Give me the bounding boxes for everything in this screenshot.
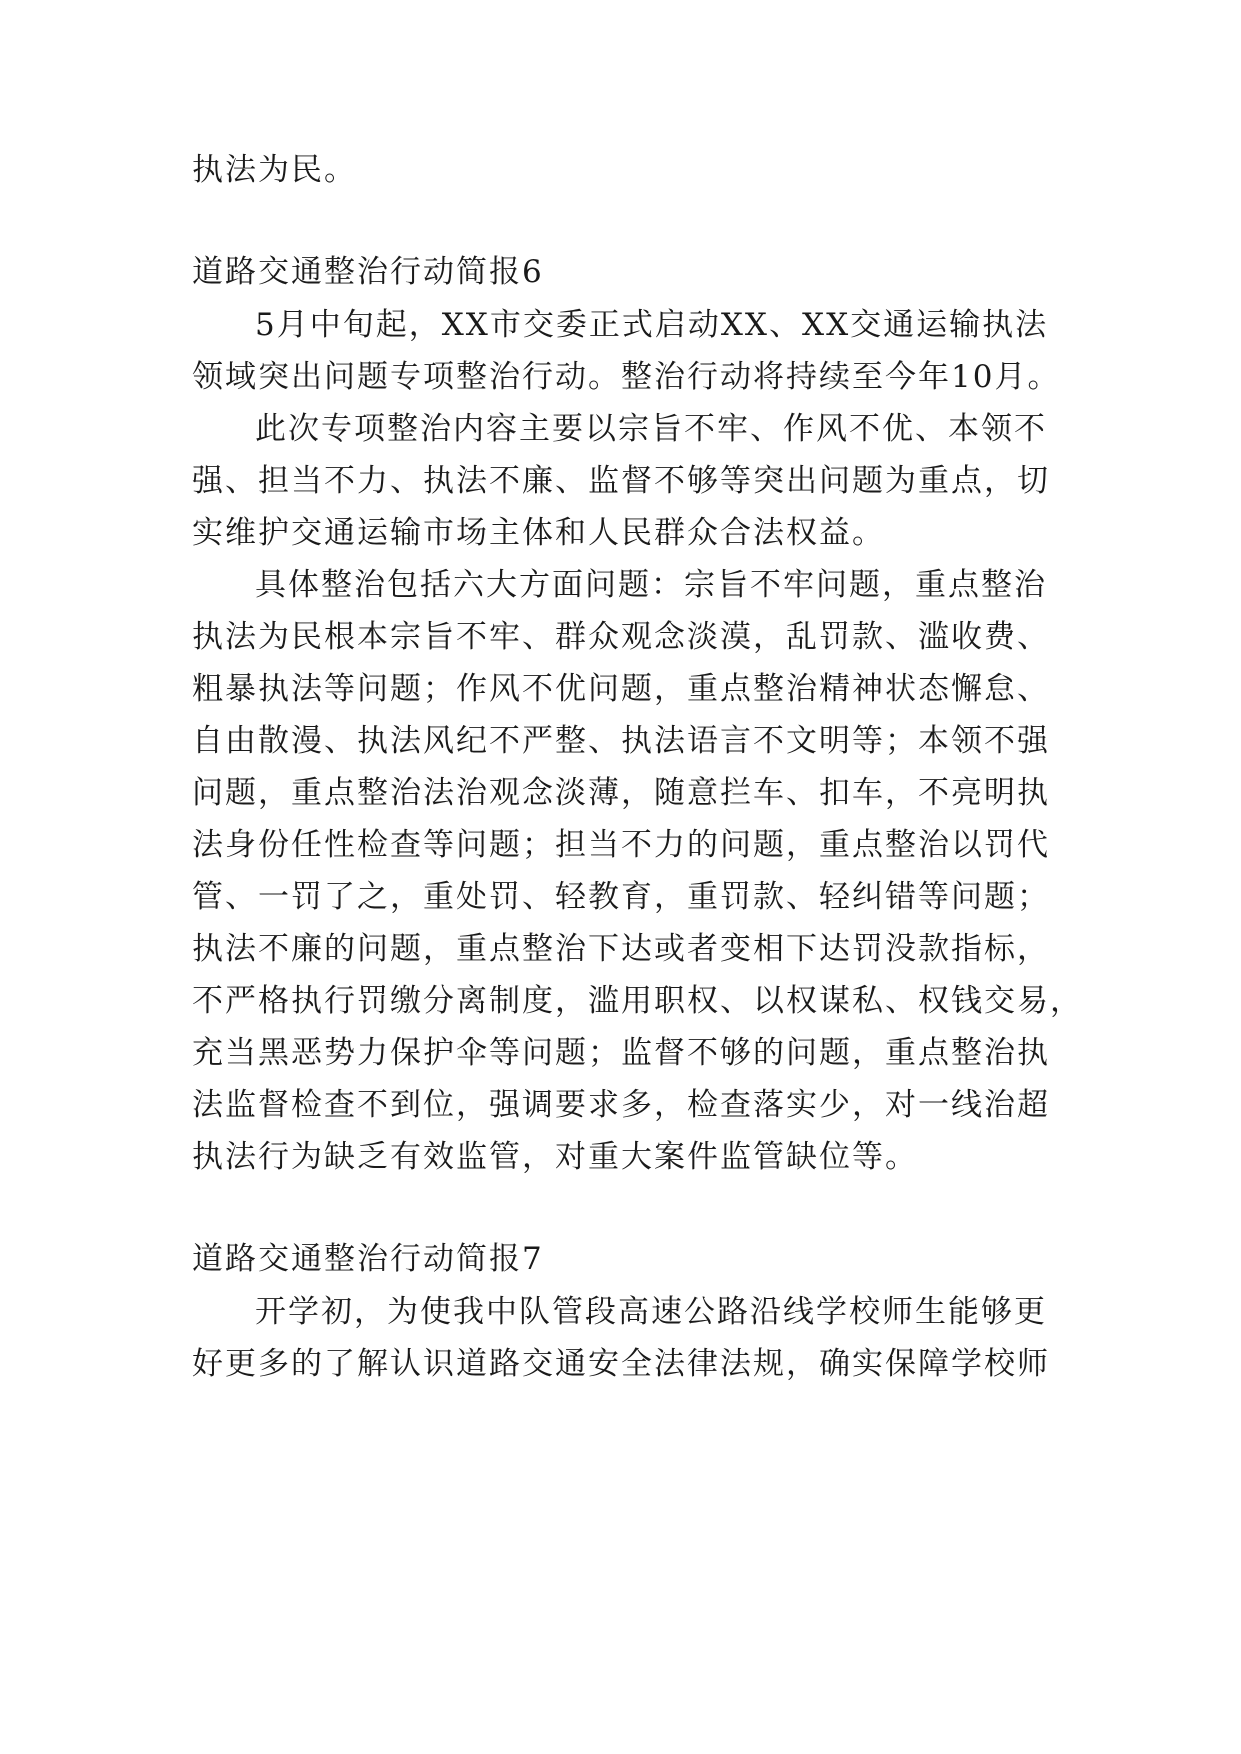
- paragraph-line: 此次专项整治内容主要以宗旨不牢、作风不优、本领不: [255, 411, 1047, 447]
- paragraph-line: 自由散漫、执法风纪不严整、执法语言不文明等；本领不强: [192, 723, 1050, 759]
- paragraph-line: 好更多的了解认识道路交通安全法律法规，确实保障学校师: [192, 1346, 1050, 1382]
- section-heading: 道路交通整治行动简报6: [192, 254, 544, 290]
- paragraph-line: 不严格执行罚缴分离制度，滥用职权、以权谋私、权钱交易，: [192, 983, 1083, 1019]
- paragraph-line: 开学初，为使我中队管段高速公路沿线学校师生能够更: [255, 1294, 1047, 1330]
- paragraph-line: 5月中旬起，XX市交委正式启动XX、XX交通运输执法: [255, 307, 1049, 343]
- paragraph-line: 管、一罚了之，重处罚、轻教育，重罚款、轻纠错等问题；: [192, 879, 1050, 915]
- paragraph-line: 执法不廉的问题，重点整治下达或者变相下达罚没款指标，: [192, 931, 1050, 967]
- paragraph-line: 问题，重点整治法治观念淡薄，随意拦车、扣车，不亮明执: [192, 775, 1050, 811]
- paragraph-line: 实维护交通运输市场主体和人民群众合法权益。: [192, 515, 885, 551]
- paragraph-line: 具体整治包括六大方面问题：宗旨不牢问题，重点整治: [255, 567, 1047, 603]
- paragraph-line: 执法行为缺乏有效监管，对重大案件监管缺位等。: [192, 1139, 918, 1175]
- intro-tail-line: 执法为民。: [192, 152, 357, 188]
- paragraph-line: 领域突出问题专项整治行动。整治行动将持续至今年10月。: [192, 359, 1061, 395]
- paragraph-line: 强、担当不力、执法不廉、监督不够等突出问题为重点，切: [192, 463, 1050, 499]
- section-heading: 道路交通整治行动简报7: [192, 1241, 544, 1277]
- paragraph-line: 法身份任性检查等问题；担当不力的问题，重点整治以罚代: [192, 827, 1050, 863]
- paragraph-line: 充当黑恶势力保护伞等问题；监督不够的问题，重点整治执: [192, 1035, 1050, 1071]
- paragraph-line: 法监督检查不到位，强调要求多，检查落实少，对一线治超: [192, 1087, 1050, 1123]
- paragraph-line: 执法为民根本宗旨不牢、群众观念淡漠，乱罚款、滥收费、: [192, 619, 1050, 655]
- paragraph-line: 粗暴执法等问题；作风不优问题，重点整治精神状态懈怠、: [192, 671, 1050, 707]
